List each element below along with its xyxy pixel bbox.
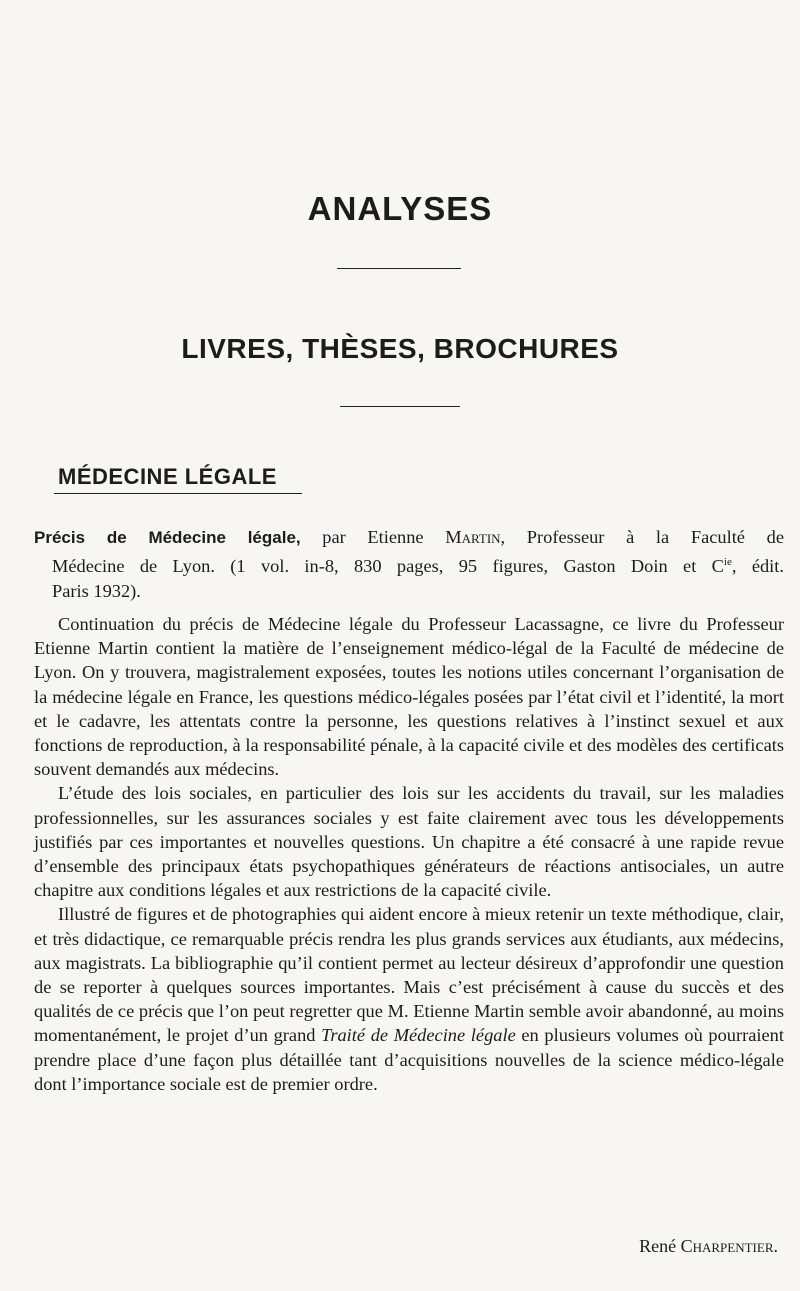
- review-paragraph-3: [34, 902, 784, 1096]
- reference-by: par Etienne: [300, 527, 446, 547]
- paragraph-3-end: en plusieurs volumes où pourraient prendre place d’une façon plus détaillée tant d’acquisitions nouvelles de la science médico-légale dont l’importance sociale est de premier ordre.: [34, 1025, 784, 1094]
- reference-affiliation: , Professeur à la Faculté de: [500, 527, 784, 547]
- page-subtitle: LIVRES, THÈSES, BROCHURES: [181, 333, 619, 364]
- review-paragraph-1: Continuation du précis de Médecine légale du Professeur Lacassagne, ce livre du Professeur Etienne Martin contient la matière de l’enseignement médico-légal de la Faculté de médecine de Lyon. On y trouvera, magistralement exposées, toutes les notions utiles concernant l’organisation de la médecine légale en France, les questions médico-légales posées par l’état civil et l’identité, la mort et le cadavre, les attentats contre la personne, les questions relatives à l’instinct sexuel et aux fonctions de reproduction, à la responsabilité pénale, à la capacité civile et des modèles des certificats souvent demandés aux médecins.: [34, 614, 784, 780]
- title-divider: [337, 268, 461, 269]
- treatise-title: Traité de Médecine légale: [321, 1025, 516, 1046]
- review-text: [34, 612, 784, 1096]
- reviewer-signature: [639, 1236, 778, 1257]
- book-title: Précis de Médecine légale,: [34, 528, 301, 547]
- section-heading: MÉDECINE LÉGALE: [58, 464, 277, 489]
- paragraph-3-start: Illustré de figures et de photographies qui aident encore à mieux retenir un texte méthodique, clair, et très didactique, ce remarquable précis rendra les plus grands services aux étudiants, aux médecins, aux magistrats. La bibliographie qu’il contient permet au lecteur désireux d’approfondir une question de se reporter à quelques sources importantes. Mais c’est précisément à cause du succès et des qualités de ce précis que l’on peut regretter que M. Etienne Martin semble avoir abandonné, au moins momentanément, le projet d’un grand: [34, 904, 784, 1046]
- reviewer-surname: Charpentier.: [680, 1236, 778, 1256]
- author-surname: Martin: [445, 527, 501, 547]
- reference-edit: , édit.: [731, 556, 784, 577]
- page-title: ANALYSES: [307, 190, 493, 227]
- reference-line-3: Paris 1932).: [52, 580, 141, 601]
- review-paragraph-2: L’étude des lois sociales, en particulier des lois sur les accidents du travail, sur les maladies professionnelles, sur les assurances sociales y est faite clairement avec tous les développements justifiés par ces importantes et nouvelles questions. Un chapitre a été consacré à une rapide revue d’ensemble des principaux états psychopathiques générateurs de réactions antisociales, un autre chapitre aux conditions légales et aux restrictions de la capacité civile.: [34, 783, 784, 901]
- reference-publication: Médecine de Lyon. (1 vol. in-8, 830 pages, 95 figures, Gaston Doin et C: [52, 556, 724, 577]
- reference-line-1: [34, 525, 784, 550]
- reference-line-2: [34, 550, 784, 578]
- reviewer-first-name: René: [639, 1236, 681, 1256]
- reference-sup: ie: [723, 556, 732, 569]
- section-underline: [54, 493, 302, 494]
- subtitle-divider: [340, 406, 460, 407]
- book-reference: [34, 525, 784, 603]
